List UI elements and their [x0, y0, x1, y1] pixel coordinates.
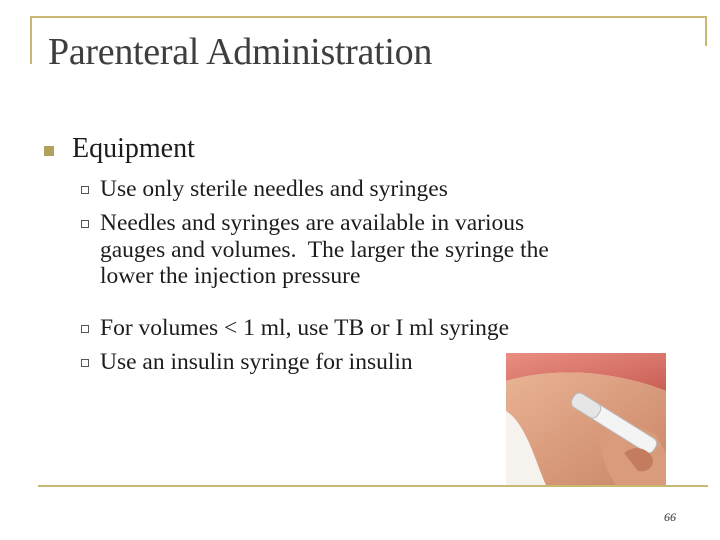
title-frame-right-tick — [705, 16, 707, 46]
title-frame-top-line — [30, 16, 707, 18]
list-item-text: For volumes < 1 ml, use TB or I ml syringe — [100, 315, 510, 341]
list-item-text: Use only sterile needles and syringes — [100, 176, 448, 202]
square-bullet-icon — [44, 146, 54, 156]
page-number: 66 — [664, 510, 676, 524]
checkbox-bullet-icon — [81, 186, 89, 194]
title-frame-left-line — [30, 16, 32, 64]
checkbox-bullet-icon — [81, 325, 89, 333]
list-item-text: Needles and syringes are available in various gauges and volumes. The larger the syringe the lower the injection pressure — [100, 210, 549, 289]
checkbox-bullet-icon — [81, 220, 89, 228]
footer-rule — [38, 485, 708, 487]
bullet-heading: Equipment — [72, 133, 195, 164]
insulin-injection-photo — [506, 353, 666, 485]
checkbox-bullet-icon — [81, 359, 89, 367]
slide-title: Parenteral Administration — [48, 31, 433, 73]
list-item-text: Use an insulin syringe for insulin — [100, 349, 413, 375]
